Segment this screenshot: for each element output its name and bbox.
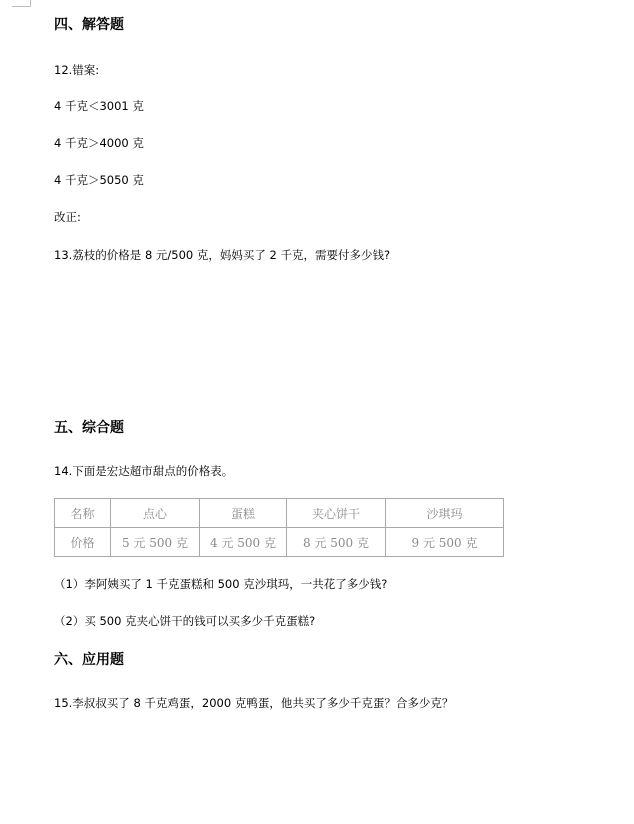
section-5-heading: 五、综合题: [54, 420, 124, 436]
q13-text: 13.荔枝的价格是 8 元/500 克，妈妈买了 2 千克，需要付多少钱?: [54, 248, 391, 262]
table-cell: 夹心饼干: [287, 499, 386, 528]
q15-text: 15.李叔叔买了 8 千克鸡蛋，2000 克鸭蛋，他共买了多少千克蛋？合多少克？: [54, 696, 454, 710]
price-table-price-row: [55, 528, 504, 557]
q12-wrong-line-1: 4 千克＜3001 克: [54, 99, 144, 113]
q12-wrong-line-2: 4 千克＞4000 克: [54, 136, 144, 150]
price-table-header-row: [55, 499, 504, 528]
table-cell: 名称: [55, 499, 111, 528]
table-cell: 8 元 500 克: [287, 528, 386, 557]
table-cell: 沙琪玛: [386, 499, 504, 528]
page-corner-mark: [12, 0, 31, 7]
table-cell: 4 元 500 克: [200, 528, 287, 557]
q12-fix-label: 改正:: [54, 210, 81, 224]
section-6-heading: 六、应用题: [54, 652, 124, 668]
table-cell: 5 元 500 克: [111, 528, 200, 557]
table-cell: 价格: [55, 528, 111, 557]
q14-sub-question-2: （2）买 500 克夹心饼干的钱可以买多少千克蛋糕?: [54, 614, 316, 628]
q14-sub-question-1: （1）李阿姨买了 1 千克蛋糕和 500 克沙琪玛，一共花了多少钱?: [54, 577, 388, 591]
table-cell: 9 元 500 克: [386, 528, 504, 557]
q12-wrong-line-3: 4 千克＞5050 克: [54, 173, 144, 187]
section-4-heading: 四、解答题: [54, 17, 124, 33]
table-cell: 点心: [111, 499, 200, 528]
price-table: [54, 498, 504, 557]
table-cell: 蛋糕: [200, 499, 287, 528]
q14-intro: 14.下面是宏达超市甜点的价格表。: [54, 464, 234, 478]
q12-label: 12.错案:: [54, 63, 100, 77]
